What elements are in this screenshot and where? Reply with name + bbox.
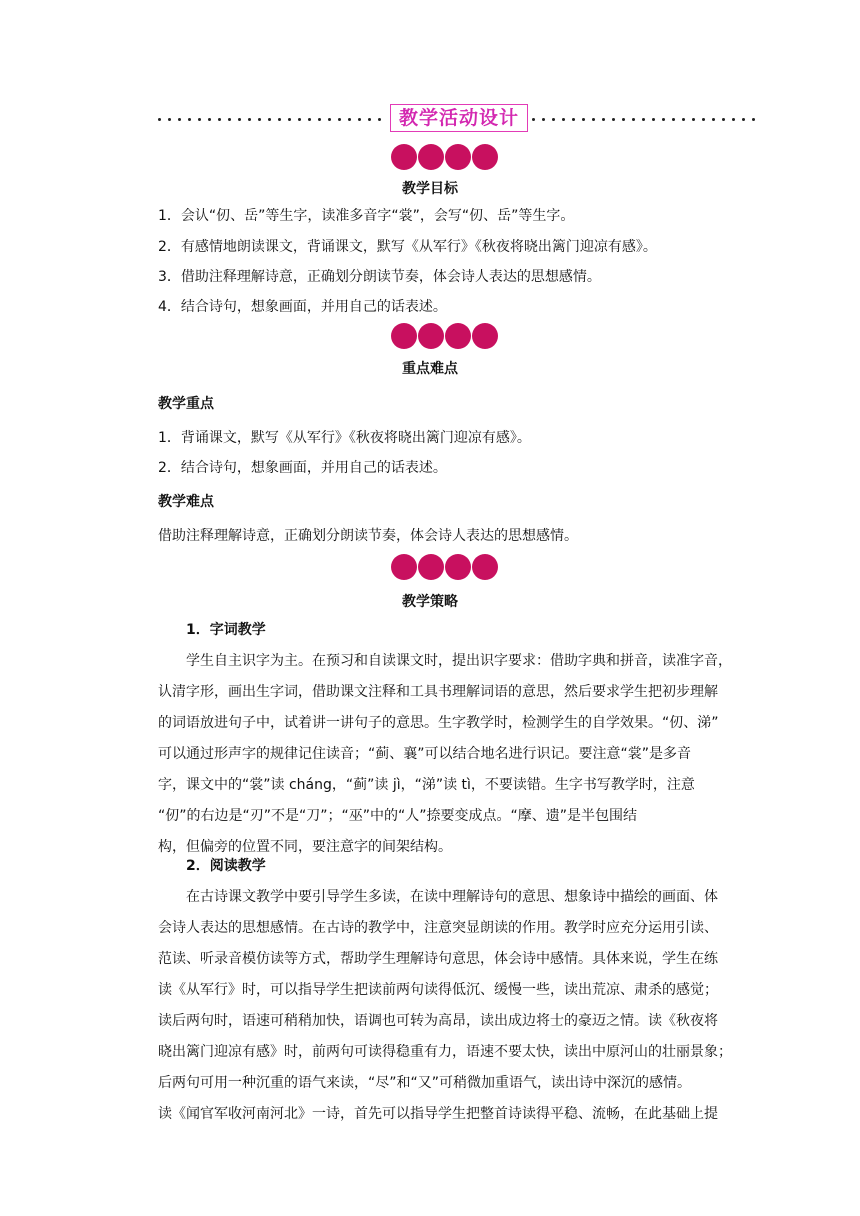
dot [178, 118, 181, 121]
goal-item: 2．有感情地朗读课文，背诵课文，默写《从军行》《秋夜将晓出篱门迎凉有感》。 [158, 239, 657, 255]
dot [752, 118, 755, 121]
header-title: 教学活动设计 [390, 104, 528, 132]
dot [288, 118, 291, 121]
strategy-item-label: 1．字词教学 [186, 622, 266, 638]
dot [228, 118, 231, 121]
dot [552, 118, 555, 121]
paragraph-line: 后两句可用一种沉重的语气来读，“尽”和“又”可稍微加重语气，读出诗中深沉的感情。 [158, 1075, 692, 1091]
dotted-rule-right [532, 118, 764, 122]
dot [622, 118, 625, 121]
paragraph-line: 可以通过形声字的规律记住读音；“蓟、襄”可以结合地名进行识记。要注意“裳”是多音 [158, 746, 692, 762]
dot [572, 118, 575, 121]
paragraph-line: 读《闻官军收河南河北》一诗，首先可以指导学生把整首诗读得平稳、流畅，在此基础上提 [158, 1106, 718, 1122]
dot [562, 118, 565, 121]
difficulty-label: 教学难点 [158, 494, 214, 510]
paragraph-line: 晓出篱门迎凉有感》时，前两句可读得稳重有力，语速不要太快，读出中原河山的壮丽景象； [158, 1044, 732, 1060]
dot [188, 118, 191, 121]
dot [208, 118, 211, 121]
paragraph-line: 的词语放进句子中，试着讲一讲句子的意思。生字教学时，检测学生的自学效果。“仞、涕” [158, 715, 719, 731]
dot [158, 118, 161, 121]
dot [338, 118, 341, 121]
dot [702, 118, 705, 121]
dot [672, 118, 675, 121]
paragraph-line: 范读、听录音模仿读等方式，帮助学生理解诗句意思，体会诗中感情。具体来说，学生在练 [158, 951, 718, 967]
paragraph-line: 认清字形，画出生字词，借助课文注释和工具书理解词语的意思，然后要求学生把初步理解 [158, 684, 718, 700]
decorative-circles-icon [390, 143, 500, 171]
dot [328, 118, 331, 121]
strategy-title: 教学策略 [402, 594, 458, 610]
paragraph-line: “仞”的右边是“刃”不是“刀”；“巫”中的“人”捺要变成点。“摩、遗”是半包围结 [158, 808, 638, 824]
dot [198, 118, 201, 121]
dot [592, 118, 595, 121]
dot [168, 118, 171, 121]
dot [652, 118, 655, 121]
dot [542, 118, 545, 121]
dot [722, 118, 725, 121]
paragraph-line: 读后两句时，语速可稍稍加快，语调也可转为高昂，读出成边将士的豪迈之情。读《秋夜将 [158, 1013, 718, 1029]
dot [642, 118, 645, 121]
strategy-item-label: 2．阅读教学 [186, 858, 266, 874]
dot [662, 118, 665, 121]
dot [248, 118, 251, 121]
paragraph-line: 构，但偏旁的位置不同，要注意字的间架结构。 [158, 839, 452, 855]
dot [368, 118, 371, 121]
goal-item: 3．借助注释理解诗意，正确划分朗读节奏，体会诗人表达的思想感情。 [158, 269, 601, 285]
paragraph-line: 读《从军行》时，可以指导学生把读前两句读得低沉、缓慢一些，读出荒凉、肃杀的感觉； [158, 982, 718, 998]
goal-item: 1．会认“仞、岳”等生字，读准多音字“裳”，会写“仞、岳”等生字。 [158, 208, 575, 224]
dot [348, 118, 351, 121]
focus-item: 1．背诵课文，默写《从军行》《秋夜将晓出篱门迎凉有感》。 [158, 430, 531, 446]
section-header [158, 104, 764, 134]
paragraph-line: 会诗人表达的思想感情。在古诗的教学中，注意突显朗读的作用。教学时应充分运用引读、 [158, 920, 718, 936]
strategy-paragraph-2 [158, 887, 764, 1135]
dot [532, 118, 535, 121]
dot [278, 118, 281, 121]
dot [268, 118, 271, 121]
dot [732, 118, 735, 121]
dot [308, 118, 311, 121]
key-points-title: 重点难点 [402, 361, 458, 377]
dot [612, 118, 615, 121]
dot [712, 118, 715, 121]
dot [238, 118, 241, 121]
focus-label: 教学重点 [158, 396, 214, 412]
dot [742, 118, 745, 121]
dot [358, 118, 361, 121]
difficulty-text: 借助注释理解诗意，正确划分朗读节奏，体会诗人表达的思想感情。 [158, 528, 578, 544]
goals-title: 教学目标 [402, 181, 458, 197]
dotted-rule-left [158, 118, 390, 122]
dot [692, 118, 695, 121]
dot [378, 118, 381, 121]
focus-item: 2．结合诗句，想象画面，并用自己的话表述。 [158, 460, 447, 476]
dot [582, 118, 585, 121]
dot [258, 118, 261, 121]
decorative-circles-icon [390, 322, 500, 350]
dot [632, 118, 635, 121]
paragraph-line: 学生自主识字为主。在预习和自读课文时，提出识字要求：借助字典和拼音，读准字音， [186, 653, 732, 669]
strategy-paragraph-1 [158, 651, 764, 868]
dot [298, 118, 301, 121]
dot [218, 118, 221, 121]
dot [602, 118, 605, 121]
paragraph-line: 字，课文中的“裳”读 cháng，“蓟”读 jì，“涕”读 tì，不要读错。生字书写教学时，注意 [158, 777, 695, 793]
dot [318, 118, 321, 121]
goal-item: 4．结合诗句，想象画面，并用自己的话表述。 [158, 299, 447, 315]
dot [682, 118, 685, 121]
paragraph-line: 在古诗课文教学中要引导学生多读，在读中理解诗句的意思、想象诗中描绘的画面、体 [186, 889, 718, 905]
decorative-circles-icon [390, 553, 500, 581]
